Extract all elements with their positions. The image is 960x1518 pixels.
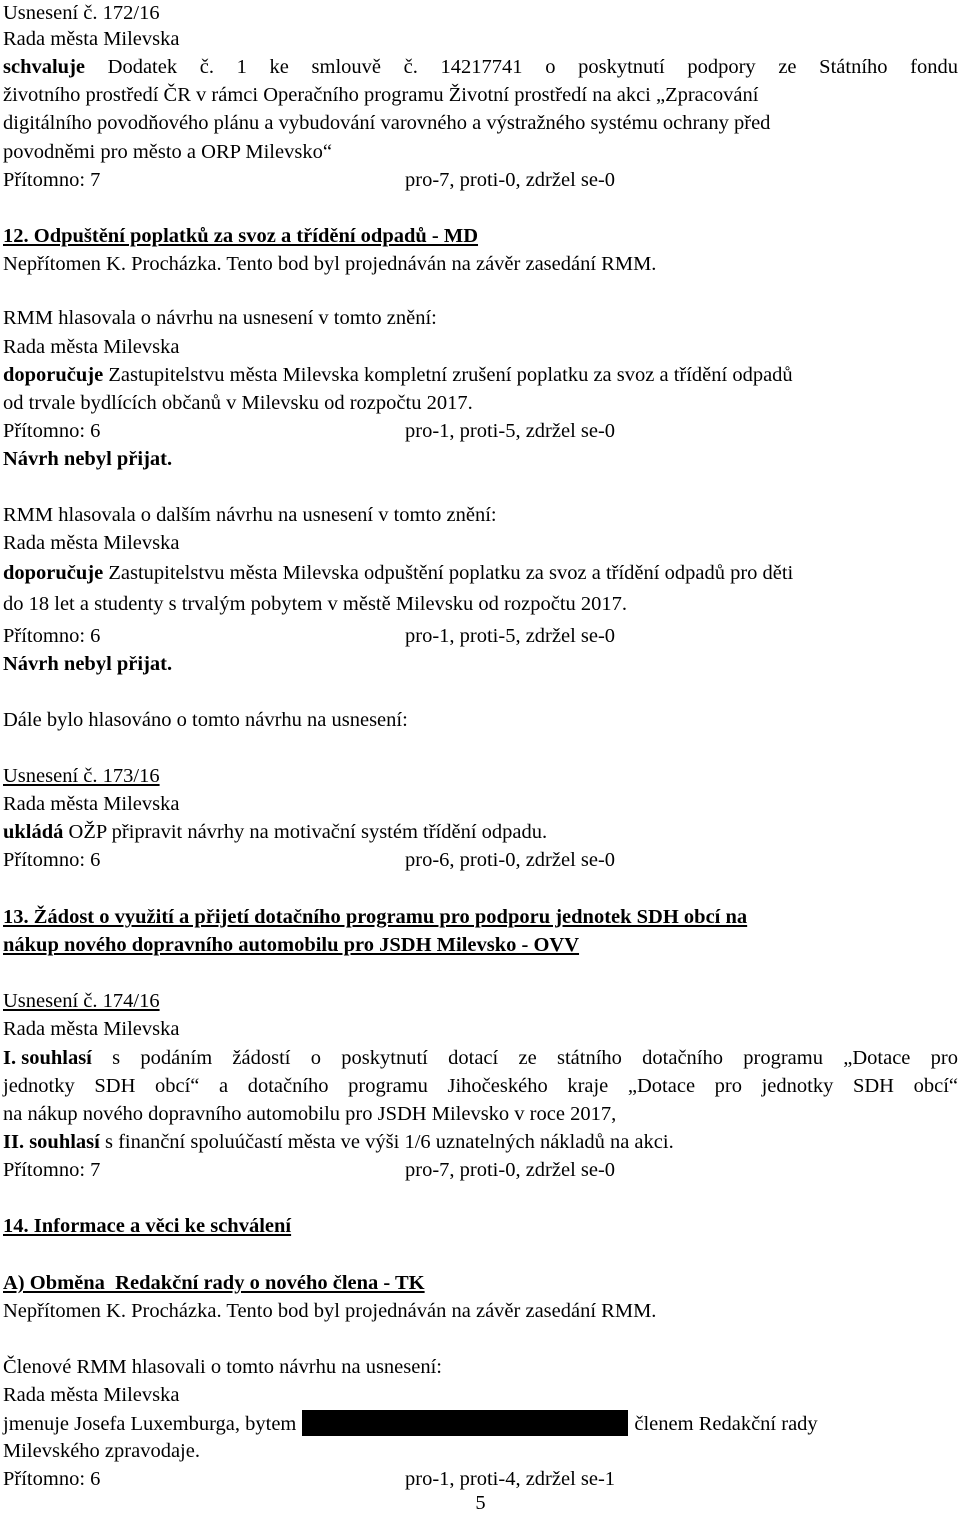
section-heading-12: 12. Odpuštění poplatků za svoz a třídění odpadů - MD	[3, 225, 479, 247]
subsection-heading-a: A) Obměna Redakční rady o nového člena - TK	[3, 1272, 425, 1294]
resolution-text-line: II. souhlasí s finanční spoluúčastí města ve výši 1/6 uznatelných nákladů na akci.	[3, 1131, 674, 1153]
appointment-text-line: Milevského zpravodaje.	[3, 1440, 200, 1462]
council-label: Rada města Milevska	[3, 28, 180, 50]
resolution-text-line: životního prostředí ČR v rámci Operačního programu Životní prostředí na akci „Zpracování	[3, 84, 759, 106]
resolution-text-line: na nákup nového dopravního automobilu pro JSDH Milevsko v roce 2017,	[3, 1103, 617, 1125]
council-label: Rada města Milevska	[3, 532, 180, 554]
resolution-text-line: digitálního povodňového plánu a vybudování varovného a výstražného systému ochrany před	[3, 112, 771, 134]
resolution-text-line: povodněmi pro město a ORP Milevsko“	[3, 141, 332, 163]
rejected-note: Návrh nebyl přijat.	[3, 448, 173, 470]
vote-result: Přítomno: 6 pro-1, proti-5, zdržel se-0	[3, 420, 616, 442]
vote-result: Přítomno: 6 pro-1, proti-4, zdržel se-1	[3, 1468, 616, 1490]
council-label: Rada města Milevska	[3, 793, 180, 815]
redacted-address	[302, 1410, 628, 1436]
council-label: Rada města Milevska	[3, 1018, 180, 1040]
proposal-text-line: doporučuje Zastupitelstvu města Milevska kompletní zrušení poplatku za svoz a třídění odpadů	[3, 364, 793, 386]
resolution-text-line: I. souhlasí s podáním žádostí o poskytnutí dotací ze státního dotačního programu „Dotace pro	[3, 1047, 958, 1069]
proposal-text-line: do 18 let a studenty s trvalým pobytem v městě Milevsku od rozpočtu 2017.	[3, 593, 628, 615]
resolution-number: Usnesení č. 174/16	[3, 990, 160, 1012]
absence-note: Nepřítomen K. Procházka. Tento bod byl projednáván na závěr zasedání RMM.	[3, 1300, 657, 1322]
vote-result: Přítomno: 6 pro-1, proti-5, zdržel se-0	[3, 625, 616, 647]
resolution-text-line: ukládá OŽP připravit návrhy na motivační systém třídění odpadu.	[3, 821, 548, 843]
appointment-text-line: jmenuje Josefa Luxemburga, bytem členem Redakční rady	[3, 1410, 818, 1437]
vote-intro: Členové RMM hlasovali o tomto návrhu na usnesení:	[3, 1356, 442, 1378]
vote-result: Přítomno: 7 pro-7, proti-0, zdržel se-0	[3, 1159, 616, 1181]
council-label: Rada města Milevska	[3, 336, 180, 358]
absence-note: Nepřítomen K. Procházka. Tento bod byl projednáván na závěr zasedání RMM.	[3, 253, 657, 275]
vote-intro: Dále bylo hlasováno o tomto návrhu na usnesení:	[3, 709, 408, 731]
resolution-text-line: schvaluje Dodatek č. 1 ke smlouvě č. 14217741 o poskytnutí podpory ze Státního fondu	[3, 56, 958, 78]
resolution-number: Usnesení č. 172/16	[3, 2, 160, 24]
section-heading-14: 14. Informace a věci ke schválení	[3, 1215, 292, 1237]
page-number: 5	[475, 1492, 486, 1514]
resolution-number: Usnesení č. 173/16	[3, 765, 160, 787]
section-heading-13: 13. Žádost o využití a přijetí dotačního programu pro podporu jednotek SDH obcí na	[3, 906, 748, 928]
vote-result: Přítomno: 6 pro-6, proti-0, zdržel se-0	[3, 849, 616, 871]
resolution-text-line: jednotky SDH obcí“ a dotačního programu Jihočeského kraje „Dotace pro jednotky SDH obcí“	[3, 1075, 958, 1097]
vote-intro: RMM hlasovala o návrhu na usnesení v tomto znění:	[3, 307, 437, 329]
proposal-text-line: od trvale bydlících občanů v Milevsku od rozpočtu 2017.	[3, 392, 473, 414]
vote-intro: RMM hlasovala o dalším návrhu na usnesení v tomto znění:	[3, 504, 497, 526]
council-label: Rada města Milevska	[3, 1384, 180, 1406]
rejected-note: Návrh nebyl přijat.	[3, 653, 173, 675]
proposal-text-line: doporučuje Zastupitelstvu města Milevska odpuštění poplatku za svoz a třídění odpadů pro děti	[3, 562, 794, 584]
vote-result: Přítomno: 7 pro-7, proti-0, zdržel se-0	[3, 169, 616, 191]
section-heading-13-cont: nákup nového dopravního automobilu pro JSDH Milevsko - OVV	[3, 934, 580, 956]
